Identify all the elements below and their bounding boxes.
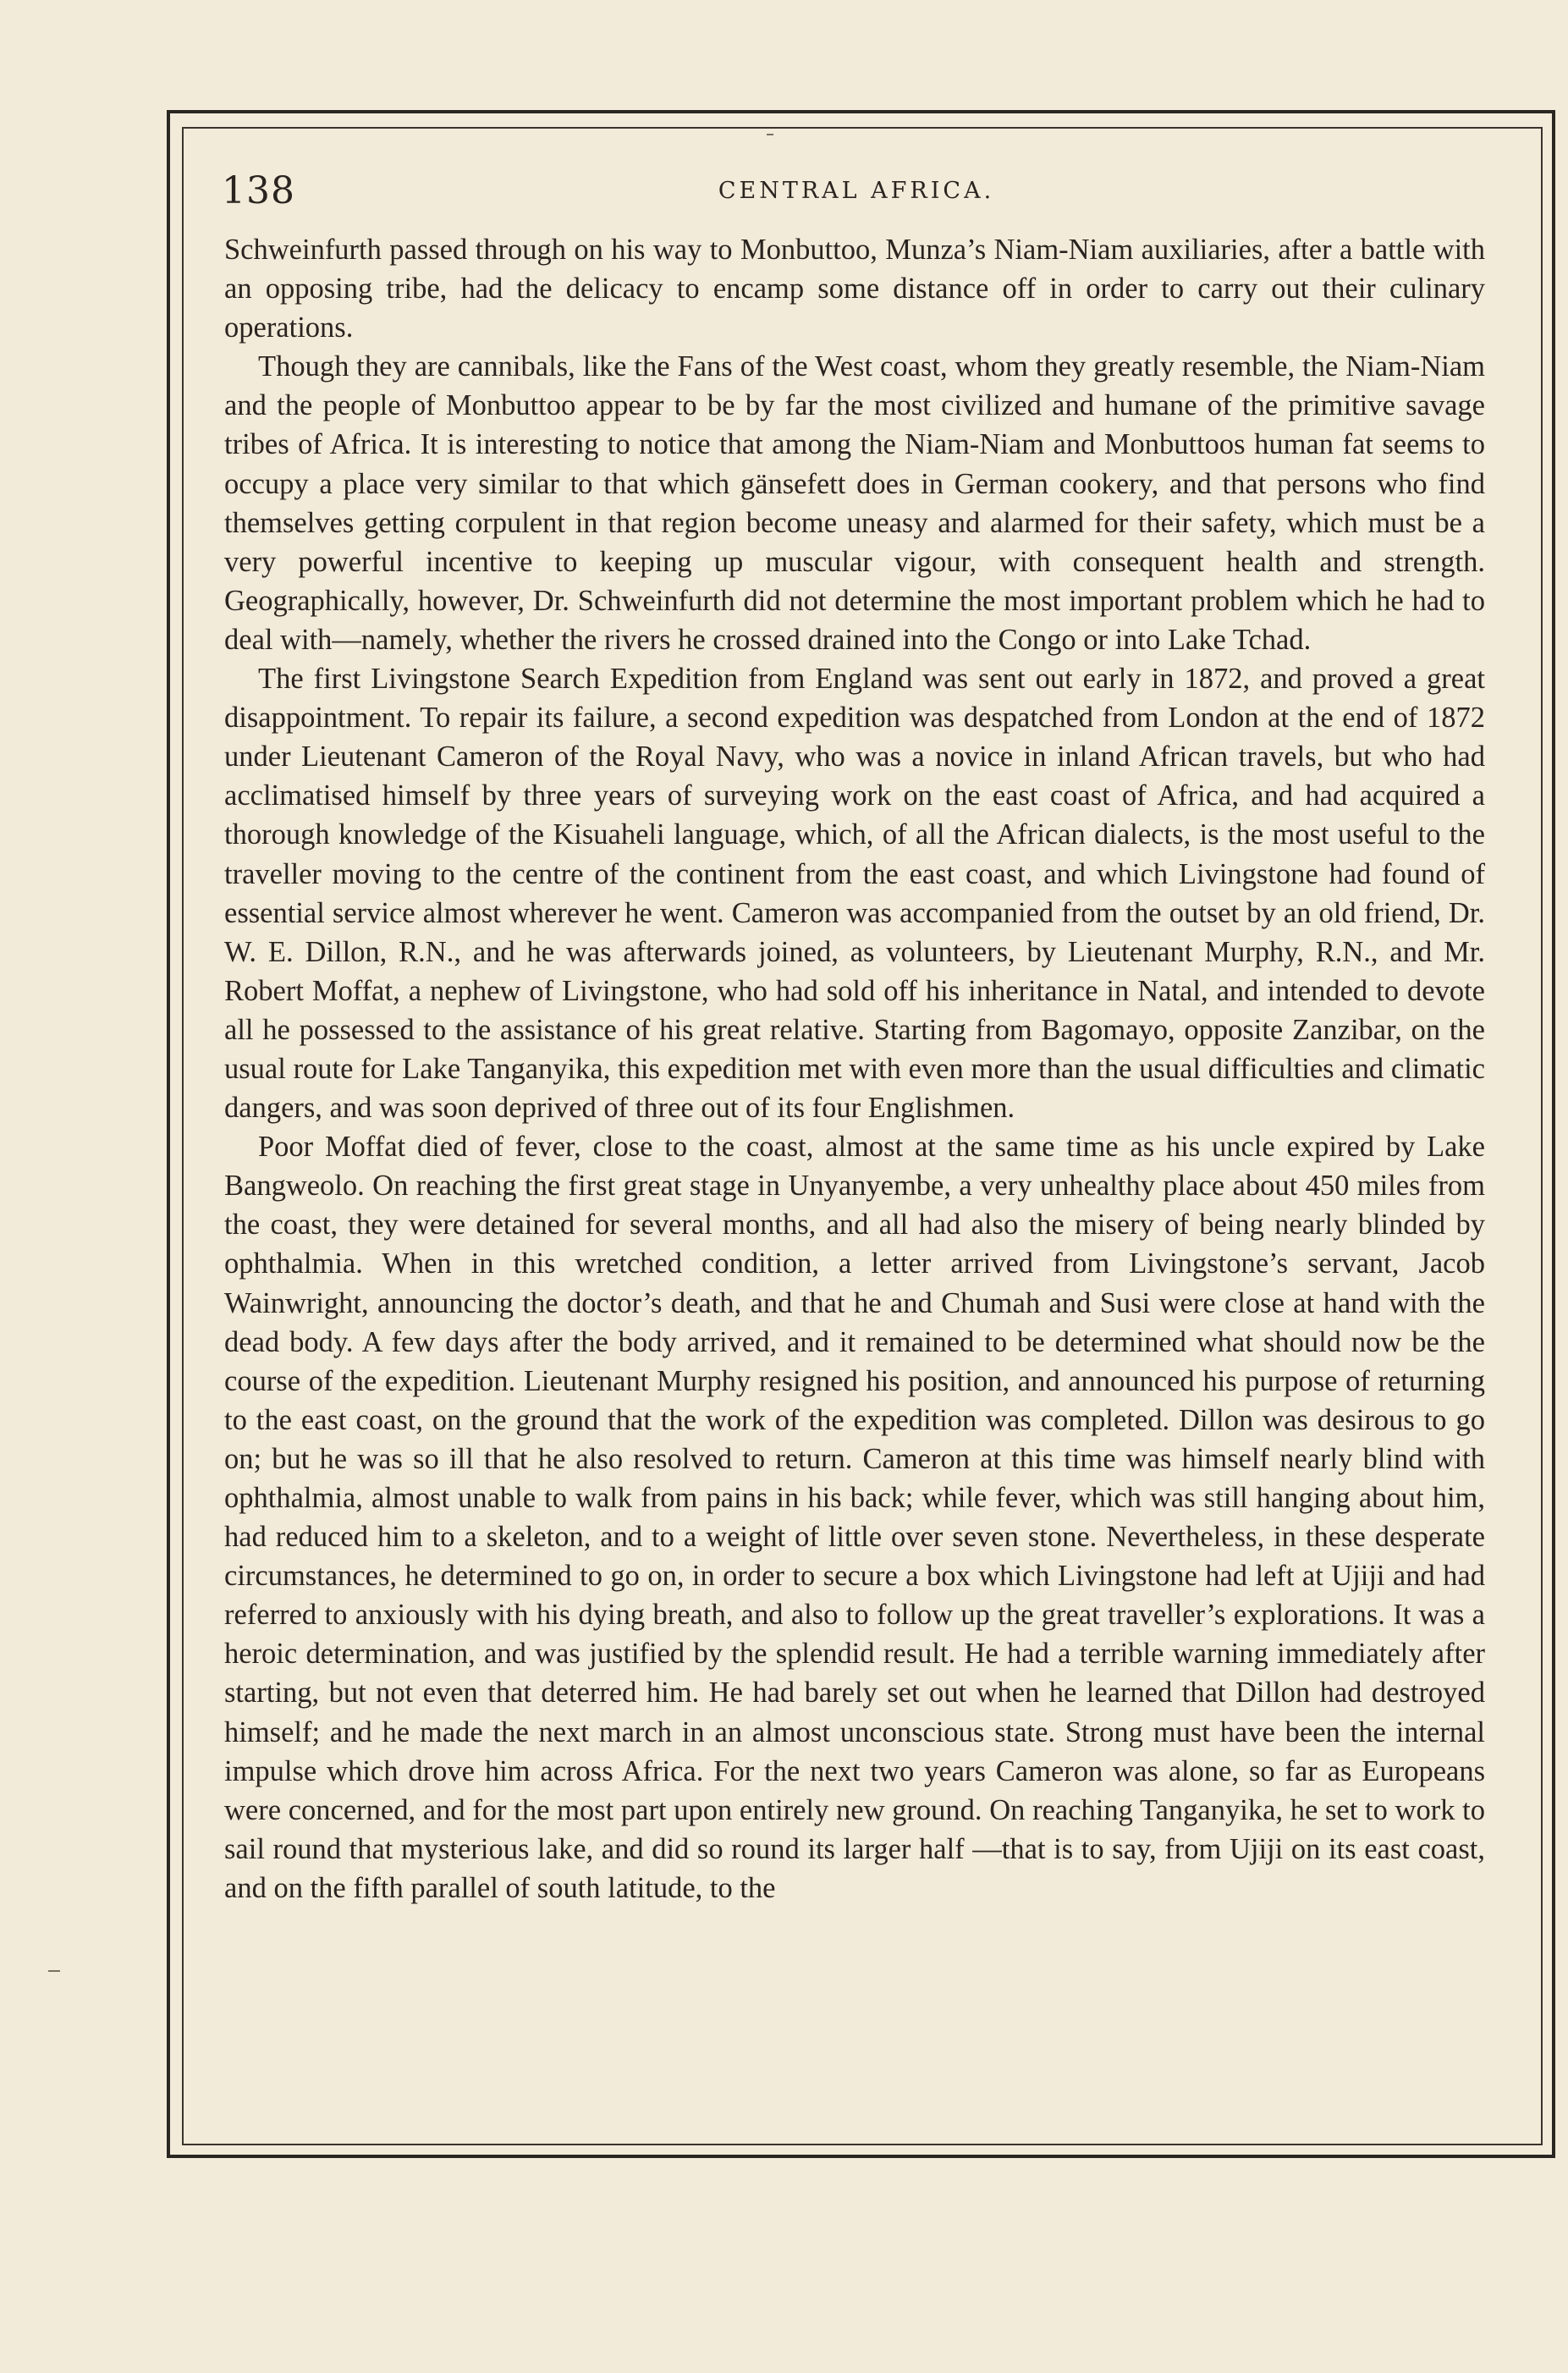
- running-head: CENTRAL AFRICA.: [718, 178, 995, 204]
- paragraph: Though they are cannibals, like the Fans of the West coast, whom they greatly resemble, the Niam-Niam and the people of Monbuttoo appear to be by far the most civilized and humane of the primitive savage tribes of Africa. It is interesting to notice that among the Niam-Niam and Monbuttoos human fat seems to occupy a place very similar to that which gänsefett does in German cookery, and that persons who find themselves getting corpulent in that region become uneasy and alarmed for their safety, which must be a very powerful incentive to keeping up muscular vigour, with consequent health and strength. Geographically, however, Dr. Schweinfurth did not determine the most important problem which he had to deal with—namely, whether the rivers he crossed drained into the Congo or into Lake Tchad.: [224, 350, 1485, 656]
- paragraph: Poor Moffat died of fever, close to the coast, almost at the same time as his uncle expired by Lake Bangweolo. On reaching the first great stage in Unyanyembe, a very unhealthy place about 450 miles from the coast, they were detained for several months, and all had also the misery of being nearly blinded by ophthalmia. When in this wretched condition, a letter arrived from Livingstone’s servant, Jacob Wainwright, announcing the doctor’s death, and that he and Chumah and Susi were close at hand with the dead body. A few days after the body arrived, and it remained to be determined what should now be the course of the expedition. Lieutenant Murphy resigned his position, and announced his purpose of returning to the east coast, on the ground that the work of the expedition was completed. Dillon was desirous to go on; but he was so ill that he also resolved to return. Cameron at this time was himself nearly blind with ophthalmia, almost unable to walk from pains in his back; while fever, which was still hanging about him, had reduced him to a skeleton, and to a weight of little over seven stone. Nevertheless, in these desperate circumstances, he determined to go on, in order to secure a box which Livingstone had left at Ujiji and had referred to anxiously with his dying breath, and also to follow up the great traveller’s explorations. It was a heroic determination, and was justified by the splendid result. He had a terrible warning immediately after starting, but not even that deterred him. He had barely set out when he learned that Dillon had destroyed himself; and he made the next march in an almost unconscious state. Strong must have been the internal impulse which drove him across Africa. For the next two years Cameron was alone, so far as Europeans were concerned, and for the most part upon entirely new ground. On reaching Tanganyika, he set to work to sail round that mysterious lake, and did so round its larger half —that is to say, from Ujiji on its east coast, and on the fifth parallel of south latitude, to the: [224, 1131, 1485, 1904]
- page-header: [222, 169, 1491, 220]
- paragraph: The first Livingstone Search Expedition from England was sent out early in 1872, and proved a great disappointment. To repair its failure, a second expedition was despatched from London at the end of 1872 under Lieutenant Cameron of the Royal Navy, who was a novice in inland African travels, but who had acclimatised himself by three years of surveying work on the east coast of Africa, and had acquired a thorough knowledge of the Kisuaheli language, which, of all the African dialects, is the most useful to the traveller moving to the centre of the continent from the east coast, and which Livingstone had found of essential service almost wherever he went. Cameron was accompanied from the outset by an old friend, Dr. W. E. Dillon, R.N., and he was afterwards joined, as volunteers, by Lieutenant Murphy, R.N., and Mr. Robert Moffat, a nephew of Livingstone, who had sold off his inheritance in Natal, and intended to devote all he possessed to the assistance of his great relative. Starting from Bagomayo, opposite Zanzibar, on the usual route for Lake Tanganyika, this expedition met with even more than the usual difficulties and climatic dangers, and was soon deprived of three out of its four Englishmen.: [224, 663, 1485, 1125]
- page-number: 138: [222, 169, 295, 212]
- paragraph: Schweinfurth passed through on his way to Monbuttoo, Munza’s Niam-Niam auxiliaries, after a battle with an opposing tribe, had the delicacy to encamp some distance off in order to carry out their culinary operations.: [224, 234, 1485, 344]
- margin-mark: [48, 1970, 60, 1972]
- body-text: [224, 230, 1485, 1908]
